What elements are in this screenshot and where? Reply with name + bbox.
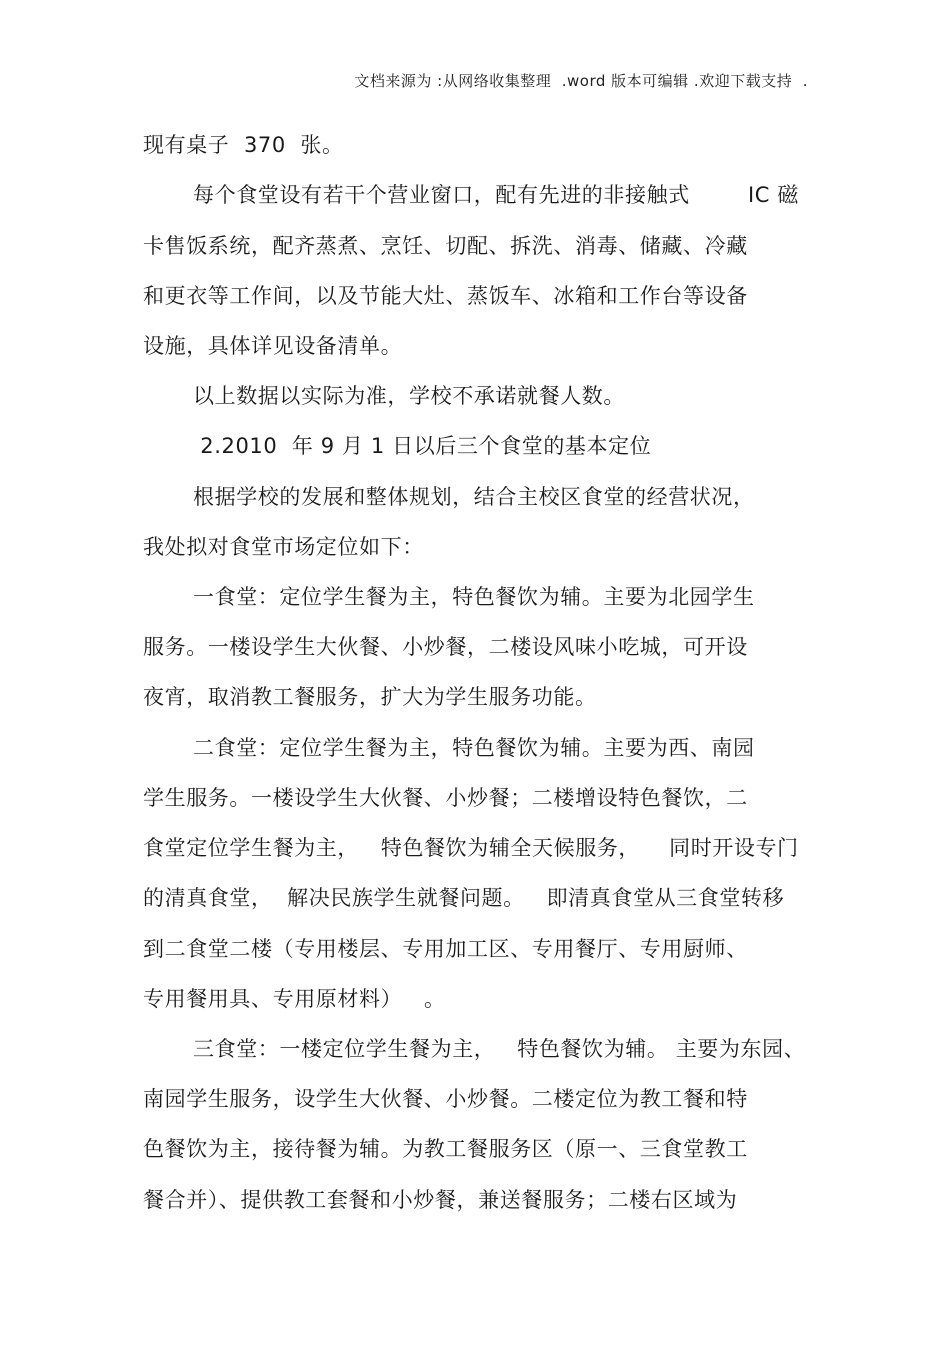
paragraph-canteen-one: 一食堂：定位学生餐为主，特色餐饮为辅。主要为北园学生 (193, 585, 755, 609)
text-line-16: 的清真食堂， 解决民族学生就餐问题。 即清真食堂从三食堂转移 (143, 886, 785, 910)
paragraph-canteen-windows: 每个食堂设有若干个营业窗口，配有先进的非接触式 IC 磁 (193, 183, 799, 207)
section-heading: 2.2010 年 9 月 1 日以后三个食堂的基本定位 (193, 434, 652, 458)
text-line-14: 学生服务。一楼设学生大伙餐、小炒餐；二楼增设特色餐饮，二 (143, 786, 748, 810)
paragraph-planning: 根据学校的发展和整体规划，结合主校区食堂的经营状况， (193, 485, 755, 509)
document-source-header: 文档来源为 :从网络收集整理 .word 版本可编辑 .欢迎下载支持 . (354, 72, 808, 90)
text-line-18: 专用餐用具、专用原材料） 。 (143, 987, 446, 1011)
paragraph-canteen-three: 三食堂：一楼定位学生餐为主， 特色餐饮为辅。 主要为东园、 (193, 1037, 806, 1061)
paragraph-canteen-two: 二食堂：定位学生餐为主，特色餐饮为辅。主要为西、南园 (193, 736, 755, 760)
text-line-20: 南园学生服务，设学生大伙餐、小炒餐。二楼定位为教工餐和特 (143, 1087, 748, 1111)
text-line-5: 设施，具体详见设备清单。 (143, 334, 403, 358)
text-line-15: 食堂定位学生餐为主， 特色餐饮为辅全天候服务， 同时开设专门 (143, 836, 799, 860)
text-line-9: 我处拟对食堂市场定位如下： (143, 535, 424, 559)
text-line-12: 夜宵，取消教工餐服务，扩大为学生服务功能。 (143, 685, 597, 709)
text-line-1: 现有桌子 370 张。 (143, 133, 344, 157)
text-line-4: 和更衣等工作间，以及节能大灶、蒸饭车、冰箱和工作台等设备 (143, 284, 748, 308)
text-line-11: 服务。一楼设学生大伙餐、小炒餐，二楼设风味小吃城，可开设 (143, 635, 748, 659)
text-line-22: 餐合并）、提供教工套餐和小炒餐，兼送餐服务；二楼右区域为 (143, 1188, 738, 1212)
paragraph-disclaimer: 以上数据以实际为准，学校不承诺就餐人数。 (193, 384, 625, 408)
text-line-3: 卡售饭系统，配齐蒸煮、烹饪、切配、拆洗、消毒、储藏、冷藏 (143, 234, 748, 258)
text-line-17: 到二食堂二楼（专用楼层、专用加工区、专用餐厅、专用厨师、 (143, 937, 748, 961)
text-line-21: 色餐饮为主，接待餐为辅。为教工餐服务区（原一、三食堂教工 (143, 1137, 748, 1161)
